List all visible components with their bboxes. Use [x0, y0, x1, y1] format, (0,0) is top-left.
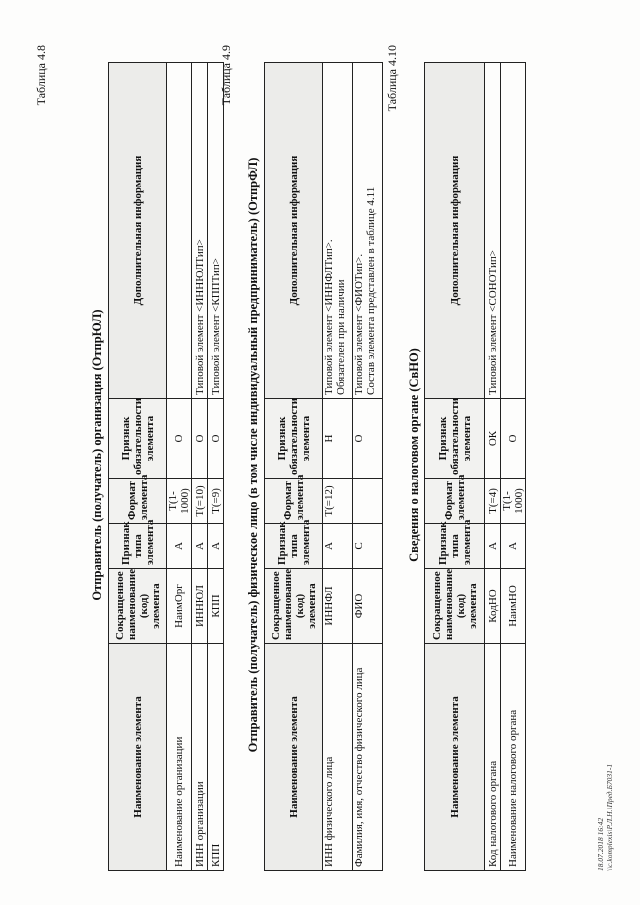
- cell-code: ИННФЛ: [323, 569, 353, 644]
- cell-code: КПП: [208, 569, 224, 644]
- table-title-4-9: Отправитель (получатель) физическое лицо (в том числе индивидуальный предприниматель) (ОтпрФЛ): [246, 157, 260, 753]
- table-caption-4-8: Таблица 4.8: [34, 45, 48, 106]
- cell-info: Типовой элемент <ФИОТип>. Состав элемента представлен в таблице 4.11: [353, 63, 383, 399]
- col-header-short-name: Сокращенное наименование (код) элемента: [425, 569, 485, 644]
- cell-required: О: [501, 399, 526, 479]
- print-file-path: \\c.komplexis\Р.Л.Н.\Пред.Б7031-1: [605, 763, 614, 871]
- table-4-8: [108, 62, 224, 871]
- cell-type: А: [485, 524, 501, 569]
- cell-name: ИНН организации: [192, 644, 208, 871]
- col-header-info: Дополнительная информация: [109, 63, 167, 399]
- cell-name: КПП: [208, 644, 224, 871]
- cell-info: Типовой элемент <ИННФЛТип>. Обязателен при наличии: [323, 63, 353, 399]
- cell-type: А: [323, 524, 353, 569]
- cell-format: T(1-1000): [501, 479, 526, 524]
- cell-code: ИННЮЛ: [192, 569, 208, 644]
- table-title-4-8: Отправитель (получатель) организация (ОтпрЮЛ): [90, 309, 104, 601]
- cell-format: T(=9): [208, 479, 224, 524]
- print-timestamp: 18.07.2018 16:42: [596, 817, 605, 871]
- col-header-required-flag: Признак обязательности элемента: [425, 399, 485, 479]
- col-header-type-flag: Признак типа элемента: [109, 524, 167, 569]
- col-header-format: Формат элемента: [109, 479, 167, 524]
- table-row: [323, 63, 353, 871]
- table-row: [192, 63, 208, 871]
- cell-name: Фамилия, имя, отчество физического лица: [353, 644, 383, 871]
- col-header-required-flag: Признак обязательности элемента: [265, 399, 323, 479]
- col-header-info: Дополнительная информация: [425, 63, 485, 399]
- col-header-required-flag: Признак обязательности элемента: [109, 399, 167, 479]
- cell-type: А: [501, 524, 526, 569]
- table-row: [208, 63, 224, 871]
- cell-type: А: [192, 524, 208, 569]
- table-caption-4-9: Таблица 4.9: [219, 45, 233, 106]
- table-title-4-10: Сведения о налоговом органе (СвНО): [407, 348, 421, 562]
- cell-info: [501, 63, 526, 399]
- col-header-name: Наименование элемента: [425, 644, 485, 871]
- col-header-short-name: Сокращенное наименование (код) элемента: [109, 569, 167, 644]
- cell-info: [167, 63, 192, 399]
- table-row: [353, 63, 383, 871]
- table-4-10: [424, 62, 526, 871]
- cell-format: [353, 479, 383, 524]
- cell-format: T(=10): [192, 479, 208, 524]
- cell-type: С: [353, 524, 383, 569]
- cell-required: О: [208, 399, 224, 479]
- cell-required: О: [353, 399, 383, 479]
- table-header-row: [109, 63, 167, 871]
- table-header-row: [425, 63, 485, 871]
- table-4-9: [264, 62, 383, 871]
- table-row: [485, 63, 501, 871]
- col-header-name: Наименование элемента: [109, 644, 167, 871]
- cell-required: Н: [323, 399, 353, 479]
- cell-name: Наименование налогового органа: [501, 644, 526, 871]
- cell-code: НаимНО: [501, 569, 526, 644]
- cell-name: Наименование организации: [167, 644, 192, 871]
- cell-format: T(=12): [323, 479, 353, 524]
- cell-name: ИНН физического лица: [323, 644, 353, 871]
- col-header-info: Дополнительная информация: [265, 63, 323, 399]
- cell-info: Типовой элемент <КППТип>: [208, 63, 224, 399]
- col-header-type-flag: Признак типа элемента: [425, 524, 485, 569]
- cell-required: ОК: [485, 399, 501, 479]
- col-header-name: Наименование элемента: [265, 644, 323, 871]
- table-caption-4-10: Таблица 4.10: [385, 45, 399, 112]
- cell-required: О: [192, 399, 208, 479]
- print-footer: [596, 611, 614, 871]
- table-header-row: [265, 63, 323, 871]
- col-header-type-flag: Признак типа элемента: [265, 524, 323, 569]
- col-header-format: Формат элемента: [425, 479, 485, 524]
- table-row: [501, 63, 526, 871]
- col-header-format: Формат элемента: [265, 479, 323, 524]
- table-row: [167, 63, 192, 871]
- cell-type: А: [167, 524, 192, 569]
- cell-type: А: [208, 524, 224, 569]
- cell-name: Код налогового органа: [485, 644, 501, 871]
- cell-format: T(=4): [485, 479, 501, 524]
- cell-info: Типовой элемент <СОНОТип>: [485, 63, 501, 399]
- cell-info: Типовой элемент <ИННЮЛТип>: [192, 63, 208, 399]
- cell-code: ФИО: [353, 569, 383, 644]
- cell-required: О: [167, 399, 192, 479]
- col-header-short-name: Сокращенное наименование (код) элемента: [265, 569, 323, 644]
- cell-code: НаимОрг: [167, 569, 192, 644]
- cell-format: T(1-1000): [167, 479, 192, 524]
- cell-code: КодНО: [485, 569, 501, 644]
